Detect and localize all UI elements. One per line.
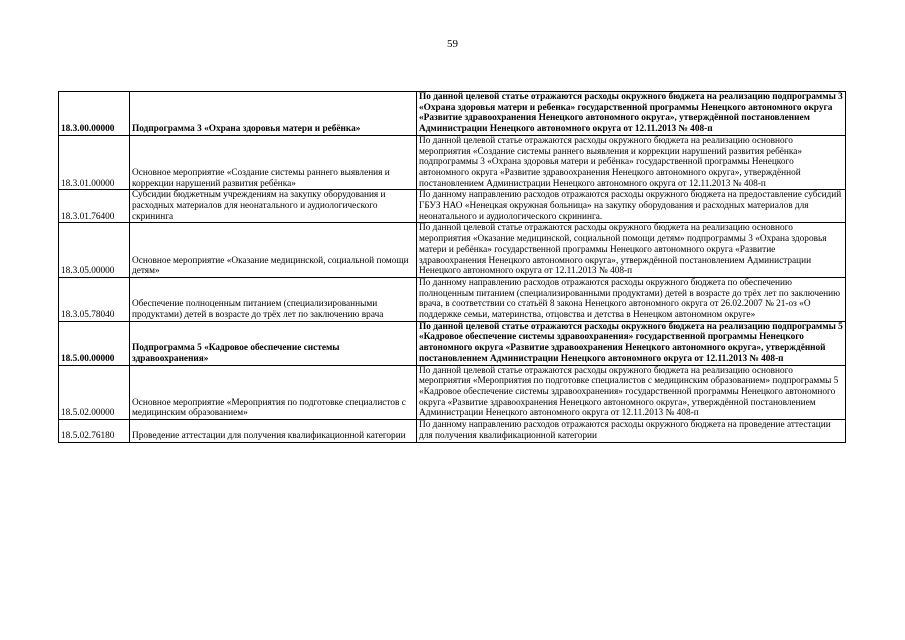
row-code: 18.5.02.76180 [59, 420, 130, 442]
row-description: По данной целевой статье отражаются расходы окружного бюджета на реализацию подпрограммы 3 «Охрана здоровья матери и ребенка» государственной программы Ненецкого автономного округа «Развитие здравоохранения Ненецкого автономного округа», утверждённой постановлением Администрации Ненецкого автономного округа от 12.11.2013 № 408-п [417, 92, 846, 136]
row-description: По данной целевой статье отражаются расходы окружного бюджета на реализацию подпрограммы 5 «Кадровое обеспечение системы здравоохранения» государственной программы Ненецкого автономного округа «Развитие здравоохранения Ненецкого автономного округа», утверждённой постановлением Администрации Ненецкого автономного округа от 12.11.2013 № 408-п [417, 321, 846, 365]
row-code: 18.3.05.78040 [59, 277, 130, 321]
row-name: Проведение аттестации для получения квалификационной категории [130, 420, 417, 442]
row-description: По данному направлению расходов отражаются расходы окружного бюджета по обеспечению полноценным питанием (специализированными продуктами) детей в возрасте до трёх лет по заключению врача, в соответствии со статьёй 8 закона Ненецкого автономного округа от 26.02.2007 № 21-оз «О поддержке семьи, материнства, отцовства и детства в Ненецком автономном округе» [417, 277, 846, 321]
row-name: Основное мероприятие «Создание системы раннего выявления и коррекции нарушений развития ребёнка» [130, 135, 417, 190]
row-description: По данному направлению расходов отражаются расходы окружного бюджета на предоставление субсидий ГБУЗ НАО «Ненецкая окружная больница» на закупку оборудования и расходных материалов для неонатального и аудиологического скрининга. [417, 190, 846, 223]
row-code: 18.3.01.76400 [59, 190, 130, 223]
row-code: 18.3.00.00000 [59, 92, 130, 136]
table-row [59, 223, 846, 278]
row-code: 18.3.05.00000 [59, 223, 130, 278]
row-name: Основное мероприятие «Мероприятия по подготовке специалистов с медицинским образованием» [130, 365, 417, 420]
row-description: По данному направлению расходов отражаются расходы окружного бюджета на проведение аттестации для получения квалификационной категории [417, 420, 846, 442]
table-row [59, 277, 846, 321]
table-row [59, 365, 846, 420]
row-name: Подпрограмма 5 «Кадровое обеспечение системы здравоохранения» [130, 321, 417, 365]
row-name: Подпрограмма 3 «Охрана здоровья матери и ребёнка» [130, 92, 417, 136]
row-description: По данной целевой статье отражаются расходы окружного бюджета на реализацию основного мероприятия «Создание системы раннего выявления и коррекции нарушений развития ребёнка» подпрограммы 3 «Охрана здоровья матери и ребёнка» государственной программы Ненецкого автономного округа «Развитие здравоохранения Ненецкого автономного округа», утверждённой постановлением Администрации Ненецкого автономного округа от 12.11.2013 № 408-п [417, 135, 846, 190]
page-number: 59 [447, 38, 458, 50]
row-name: Обеспечение полноценным питанием (специализированными продуктами) детей в возрасте до трёх лет по заключению врача [130, 277, 417, 321]
table-row [59, 420, 846, 442]
table-row [59, 190, 846, 223]
row-description: По данной целевой статье отражаются расходы окружного бюджета на реализацию основного мероприятия «Мероприятия по подготовке специалистов с медицинским образованием» подпрограммы 5 «Кадровое обеспечение системы здравоохранения» государственной программы Ненецкого автономного округа «Развитие здравоохранения Ненецкого автономного округа», утверждённой постановлением Администрации Ненецкого автономного округа от 12.11.2013 № 408-п [417, 365, 846, 420]
row-code: 18.5.02.00000 [59, 365, 130, 420]
table-body [59, 92, 846, 443]
row-name: Основное мероприятие «Оказание медицинской, социальной помощи детям» [130, 223, 417, 278]
row-description: По данной целевой статье отражаются расходы окружного бюджета на реализацию основного мероприятия «Оказание медицинской, социальной помощи детям» подпрограммы 3 «Охрана здоровья матери и ребёнка» государственной программы Ненецкого автономного округа «Развитие здравоохранения Ненецкого автономного округа», утверждённой постановлением Администрации Ненецкого автономного округа от 12.11.2013 № 408-п [417, 223, 846, 278]
table-row [59, 92, 846, 136]
table-row [59, 135, 846, 190]
budget-classification-table [58, 91, 846, 443]
row-name: Субсидии бюджетным учреждениям на закупку оборудования и расходных материалов для неонатального и аудиологического скрининга [130, 190, 417, 223]
table-row [59, 321, 846, 365]
row-code: 18.3.01.00000 [59, 135, 130, 190]
row-code: 18.5.00.00000 [59, 321, 130, 365]
